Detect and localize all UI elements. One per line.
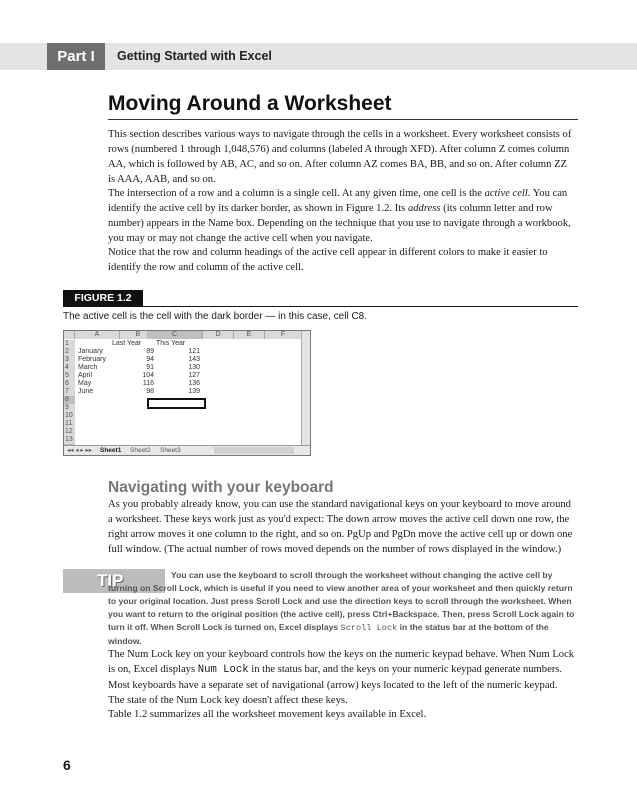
tip-text: You can use the keyboard to scroll through the worksheet without changing the active cell by turning on Scroll Lock, which is useful if you need to view another area of your worksheet and then quickly return to your original location. Just press Scroll Lock and use the direction keys to scroll through the worksheet. When you want to return to the original position (the active cell), press Ctrl+Backspace. Then, press Scroll Lock again to turn it off. When Scroll Lock is turned on, Excel displays Scroll Lock in the status bar at the bottom of the window. (108, 570, 575, 646)
tab-nav-arrows-icon[interactable]: ◂◂ ◂ ▸ ▸▸ (67, 447, 92, 454)
row-header: 6 (64, 380, 75, 389)
headings-paragraph: Notice that the row and column headings of the active cell appear in different colors to make it easier to identify the row and column of the active cell. (108, 247, 548, 273)
column-header: D (203, 331, 234, 339)
cell-this: 121 (188, 348, 200, 355)
cell-month: May (78, 380, 92, 387)
horizontal-scrollbar[interactable] (214, 447, 294, 454)
column-header: A (75, 331, 120, 339)
row-header: 1 (64, 340, 75, 349)
tab-sheet2[interactable]: Sheet2 (130, 447, 151, 454)
tab-sheet3[interactable]: Sheet3 (160, 447, 181, 454)
num-lock-paragraph: The Num Lock key on your keyboard controls how the keys on the numeric keypad behave. When Num Lock is on, Excel displays Num Lock in the status bar, and the keys on your numeric keypad generate numbers. Most keyboards have a separate set of navigational (arrow) keys located to the left of the numeric keypad. The state of the Num Lock key doesn't affect these keys. (108, 649, 575, 706)
tab-sheet1[interactable]: Sheet1 (100, 447, 122, 454)
row-header: 13 (64, 436, 75, 445)
header-last-year: Last Year (112, 340, 142, 347)
row-header-active: 8 (64, 396, 75, 405)
header-this-year: This Year (156, 340, 186, 347)
row-header: 10 (64, 412, 75, 421)
row-header: 7 (64, 388, 75, 397)
active-cell-c8[interactable] (147, 398, 206, 409)
title-rule (108, 119, 578, 120)
cell-month: April (78, 372, 93, 379)
row-header: 2 (64, 348, 75, 357)
page-number: 6 (63, 757, 71, 773)
tip-label: TIP (97, 571, 124, 590)
row-header: 11 (64, 420, 75, 429)
figure-label: FIGURE 1.2 (63, 290, 143, 306)
section-title: Moving Around a Worksheet (108, 92, 392, 115)
cell-last: 116 (142, 380, 154, 387)
cell-this: 139 (188, 388, 200, 395)
cell-this: 127 (188, 372, 200, 379)
figure-rule (63, 306, 578, 307)
subsection-title: Navigating with your keyboard (108, 479, 334, 496)
table-reference-paragraph: Table 1.2 summarizes all the worksheet movement keys available in Excel. (108, 709, 427, 720)
cell-this: 130 (188, 364, 200, 371)
cell-last: 89 (146, 348, 154, 355)
row-header: 9 (64, 404, 75, 413)
cell-last: 91 (146, 364, 154, 371)
sheet-tab-bar (64, 445, 310, 455)
cell-last: 104 (142, 372, 154, 379)
intro-paragraph: This section describes various ways to navigate through the cells in a worksheet. Every worksheet consists of rows (numbered 1 through 1,048,576) and columns (labeled A through XFD). After column Z comes column AA, which is followed by AB, AC, and so on. After column AZ comes BA, BB, and so on. After column ZZ is AAA, AAB, and so on. (108, 129, 572, 185)
row-header: 12 (64, 428, 75, 437)
row-header: 3 (64, 356, 75, 365)
worksheet-screenshot (63, 330, 311, 456)
column-header: F (265, 331, 302, 339)
cell-month: February (78, 356, 107, 363)
chapter-title: Getting Started with Excel (117, 49, 272, 63)
cell-month: January (78, 348, 103, 355)
figure-caption: The active cell is the cell with the dark border — in this case, cell C8. (63, 311, 368, 322)
cell-this: 143 (188, 356, 200, 363)
active-cell-paragraph: The intersection of a row and a column is a single cell. At any given time, one cell is the active cell. You can identify the active cell by its darker border, as shown in Figure 1.2. Its address (its column letter and row number) appears in the Name box. Depending on the technique that you use to navigate through a workbook, you may or may not change the active cell when you navigate. (108, 188, 571, 244)
row-header: 5 (64, 372, 75, 381)
cell-month: March (78, 364, 98, 371)
column-header: E (234, 331, 265, 339)
keyboard-paragraph: As you probably already know, you can use the standard navigational keys on your keyboard to move around a worksheet. These keys work just as you'd expect: The down arrow moves the active cell down one row, the right arrow moves it one column to the right, and so on. PgUp and PgDn move the active cell up or down one full window. (The actual number of rows moved depends on the number of rows displayed in the window.) (108, 499, 573, 555)
row-header: 4 (64, 364, 75, 373)
cell-month: June (78, 388, 94, 395)
column-header: B (120, 331, 157, 339)
part-label: Part I (47, 43, 105, 70)
column-header-active: C (147, 331, 203, 339)
vertical-scrollbar[interactable] (301, 331, 310, 446)
cell-last: 94 (146, 356, 154, 363)
cell-this: 136 (188, 380, 200, 387)
cell-last: 98 (146, 388, 154, 395)
running-header (0, 43, 637, 70)
